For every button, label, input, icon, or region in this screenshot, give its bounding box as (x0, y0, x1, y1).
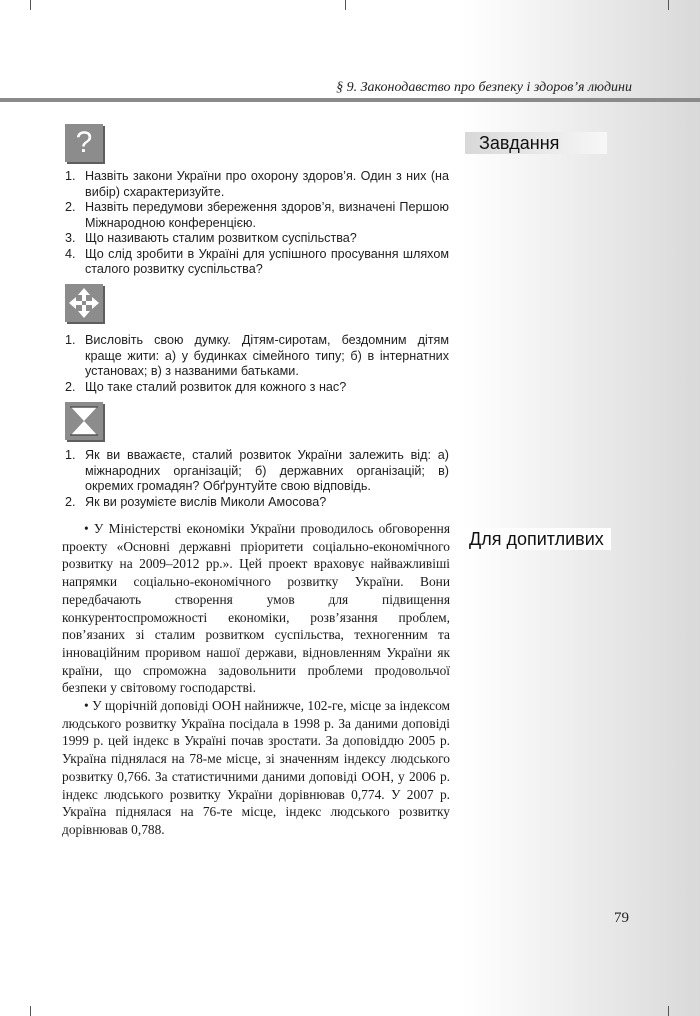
header-rule (0, 98, 700, 102)
list-item: 3. Що називають сталим розвитком суспільства? (65, 231, 357, 245)
question-icon (65, 124, 103, 162)
list-item: 2. Як ви розумієте вислів Миколи Амосова? (65, 494, 327, 509)
crop-mark (345, 0, 346, 10)
crop-mark (668, 1006, 669, 1016)
body-text (62, 520, 450, 839)
list-item: 2. Назвіть передумови збереження здоров’я, визначені Першою Міжнародною конференцією. (65, 200, 449, 230)
list-item: 2. Що таке сталий розвиток для кожного з нас? (65, 379, 347, 394)
task-list-opinion (65, 333, 449, 395)
task-list-questions (65, 169, 449, 278)
question-mark-glyph: ? (75, 126, 93, 159)
list-item: 1. Як ви вважаєте, сталий розвиток України залежить від: а) міжнародних організацій; б) державних організацій; в) окремих громадян? Обґрунтуйте свою відповідь. (65, 448, 449, 493)
sidebar-label-tasks: Завдання (465, 132, 607, 154)
crop-mark (30, 0, 31, 10)
list-item: 1. Назвіть закони України про охорону здоров’я. Один з них (на вибір) схарактеризуйте. (65, 169, 449, 199)
sidebar-label-curious: Для допитливих (465, 528, 611, 550)
paragraph: • У Міністерстві економіки України проводилось обговорення проекту «Основні державні пріоритети соціально-економічного розвитку на 2009–2012 рр.». Цей проект враховує найважливіші напрямки соціально-економічного розвитку України. Вони передбачають створення умов для підвищення конкурентоспроможності економіки, розв’язання проблем, пов’язаних зі сталим розвитком суспільства, техногенним та інноваційним проривом нашої держави, відновленням України як країни, що спроможна задовольнити проблеми продовольчої безпеки у світовому господарстві. (62, 521, 450, 696)
list-item: 1. Висловіть свою думку. Дітям-сиротам, бездомним дітям краще жити: а) у будинках сімейного типу; б) в інтернатних установах; в) з названими батьками. (65, 333, 449, 378)
hourglass-icon (65, 402, 103, 440)
four-arrows-icon (65, 284, 103, 322)
page-number: 79 (614, 910, 629, 926)
page-header-title: § 9. Законодавство про безпеку і здоров’я людини (336, 80, 632, 95)
crop-mark (30, 1006, 31, 1016)
task-list-reflection (65, 448, 449, 510)
paragraph: • У щорічній доповіді ООН найнижче, 102-ге, місце за індексом людського розвитку Україна посідала в 1998 р. За даними доповіді 1999 р. цей індекс в Україні почав зростати. За доповіддю 2005 р. Україна піднялася на 78-ме місце, зі значенням індексу людського розвитку 0,766. За статистичними даними доповіді ООН, у 2006 р. індекс людського розвитку України дорівнював 0,774. У 2007 р. Україна піднялася на 76-те місце, індекс людського розвитку дорівнював 0,788. (62, 698, 450, 837)
crop-mark (668, 0, 669, 10)
list-item: 4. Що слід зробити в Україні для успішного просування шляхом сталого розвитку суспільства? (65, 246, 449, 276)
